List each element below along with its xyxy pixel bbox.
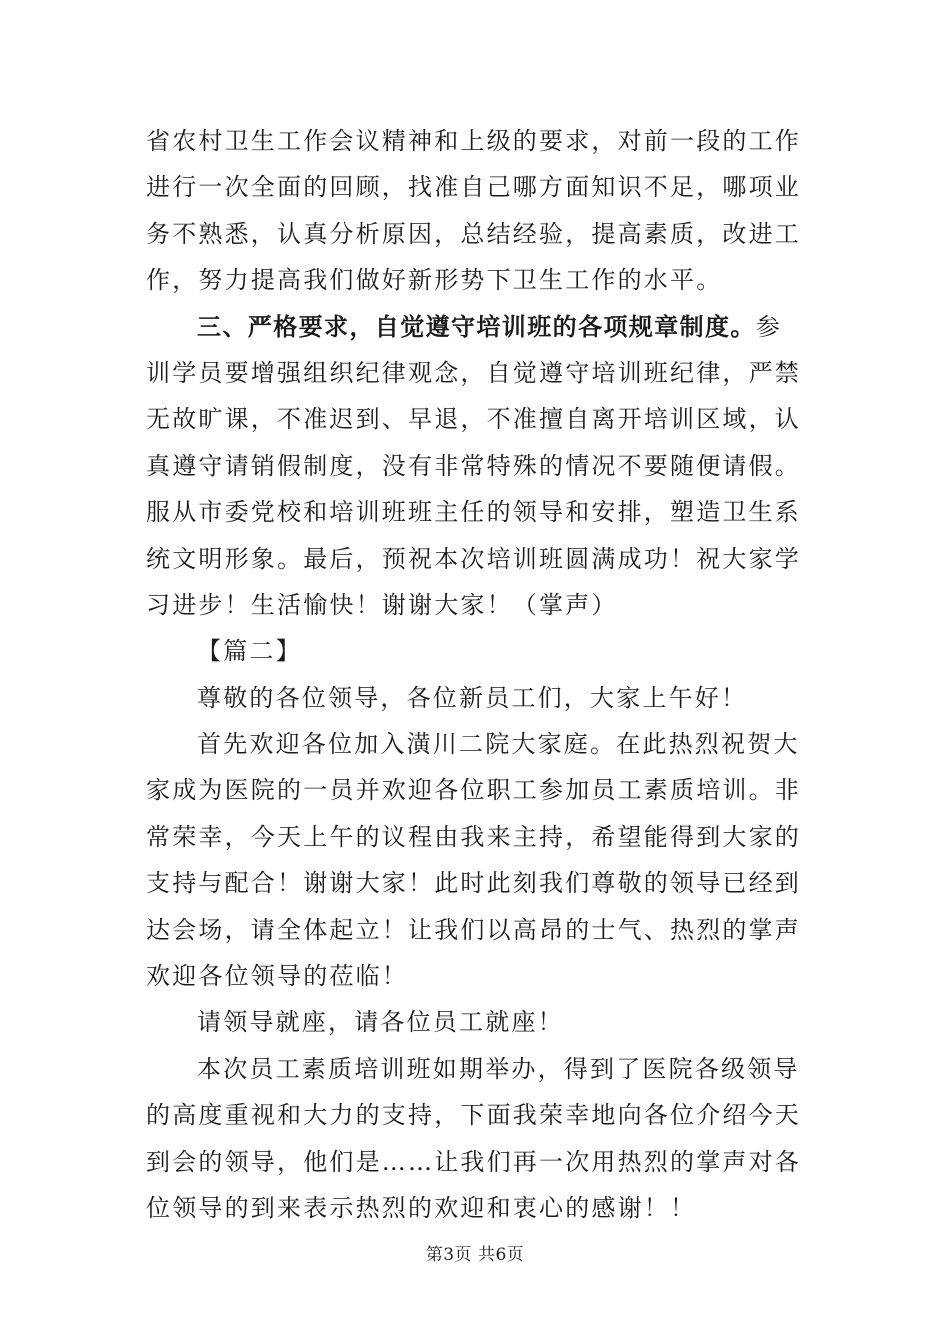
- section-heading-line: [146, 304, 816, 350]
- line-text: 训学员要增强组织纪律观念，自觉遵守培训班纪律，严禁: [146, 358, 801, 387]
- line-text: 欢迎各位领导的莅临！: [146, 962, 408, 991]
- text-line: [146, 582, 816, 628]
- line-text: 常荣幸，今天上午的议程由我来主持，希望能得到大家的: [146, 822, 801, 851]
- line-text: 统文明形象。最后，预祝本次培训班圆满成功！祝大家学: [146, 544, 801, 573]
- text-line: [146, 767, 816, 813]
- text-line: [146, 1092, 816, 1138]
- text-line: [146, 860, 816, 906]
- line-text: 位领导的到来表示热烈的欢迎和衷心的感谢！！: [146, 1193, 697, 1222]
- text-line: [146, 1046, 816, 1092]
- line-text: 请领导就座，请各位员工就座！: [197, 1008, 564, 1037]
- line-text: 作，努力提高我们做好新形势下卫生工作的水平。: [146, 266, 723, 295]
- line-text: 习进步！生活愉快！谢谢大家！（掌声）: [146, 590, 618, 619]
- text-line: [146, 350, 816, 396]
- text-line: [146, 999, 816, 1045]
- text-line: [146, 257, 816, 303]
- text-line: [146, 907, 816, 953]
- text-line: [146, 396, 816, 442]
- line-text: 到会的领导，他们是……让我们再一次用热烈的掌声对各: [146, 1147, 801, 1176]
- text-line: [146, 164, 816, 210]
- text-line: [146, 721, 816, 767]
- page-footer: 第3页 共6页: [425, 1245, 525, 1265]
- text-line: [146, 443, 816, 489]
- text-line: [146, 489, 816, 535]
- line-text: 的高度重视和大力的支持，下面我荣幸地向各位介绍今天: [146, 1101, 801, 1130]
- line-text: 家成为医院的一员并欢迎各位职工参加员工素质培训。非: [146, 776, 801, 805]
- section-marker: 【篇二】: [197, 637, 302, 666]
- body-text: [146, 118, 816, 1231]
- line-text: 支持与配合！谢谢大家！此时此刻我们尊敬的领导已经到: [146, 869, 801, 898]
- text-line: [146, 211, 816, 257]
- line-text: 尊敬的各位领导，各位新员工们，大家上午好！: [197, 683, 748, 712]
- text-line: [146, 1139, 816, 1185]
- line-text: 首先欢迎各位加入潢川二院大家庭。在此热烈祝贺大: [197, 730, 800, 759]
- text-line: [146, 814, 816, 860]
- section-heading: 三、严格要求，自觉遵守培训班的各项规章制度。: [197, 311, 756, 341]
- line-text: 服从市委党校和培训班班主任的领导和安排，塑造卫生系: [146, 498, 801, 527]
- line-text: 参: [755, 312, 783, 341]
- text-line: [146, 1185, 816, 1231]
- line-text: 务不熟悉，认真分析原因，总结经验，提高素质，改进工: [146, 219, 801, 248]
- text-line: [146, 953, 816, 999]
- line-text: 进行一次全面的回顾，找准自己哪方面知识不足，哪项业: [146, 173, 801, 202]
- line-text: 达会场，请全体起立！让我们以高昂的士气、热烈的掌声: [146, 915, 801, 944]
- section-marker-line: [146, 628, 816, 674]
- line-text: 本次员工素质培训班如期举办，得到了医院各级领导: [197, 1054, 800, 1083]
- line-text: 无故旷课，不准迟到、早退，不准擅自离开培训区域，认: [146, 405, 801, 434]
- line-text: 真遵守请销假制度，没有非常特殊的情况不要随便请假。: [146, 451, 801, 480]
- text-line: [146, 118, 816, 164]
- line-text: 省农村卫生工作会议精神和上级的要求，对前一段的工作: [146, 127, 801, 155]
- text-line: [146, 536, 816, 582]
- text-line: [146, 675, 816, 721]
